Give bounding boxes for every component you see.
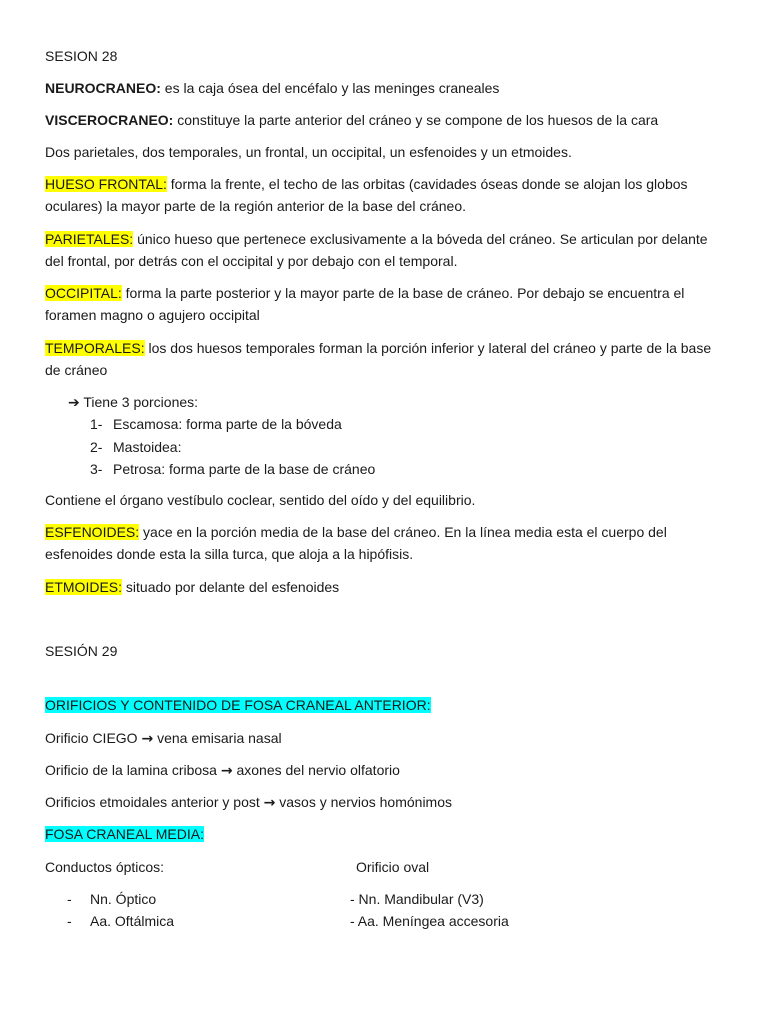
etmoides-paragraph — [45, 576, 730, 598]
right-arrow-icon: → — [220, 763, 233, 779]
fosa-media-heading-text: FOSA CRANEAL MEDIA: — [45, 826, 204, 842]
occipital-paragraph — [45, 282, 730, 326]
frontal-paragraph — [45, 173, 730, 217]
list-item-number: 3- — [90, 461, 103, 477]
session-29-title: SESIÓN 29 — [45, 643, 118, 659]
porciones-bullet — [68, 391, 198, 414]
esfenoides-paragraph — [45, 521, 730, 565]
occipital-term: OCCIPITAL: — [45, 285, 122, 301]
right-arrow-icon: → — [141, 731, 154, 747]
parietales-text: único hueso que pertenece exclusivamente a la bóveda del cráneo. Se articulan por delante del frontal, por detrás con el occipital y por debajo con el temporal. — [45, 231, 708, 269]
etmoides-text: situado por delante del esfenoides — [122, 579, 340, 595]
esfenoides-text: yace en la porción media de la base del cráneo. En la línea media esta el cuerpo del esfenoides donde esta la silla turca, que aloja a la hipófisis. — [45, 524, 667, 562]
list-item: - Nn. Mandibular (V3) — [350, 891, 484, 907]
list-item-number: 2- — [90, 439, 103, 455]
neurocraneo-paragraph — [45, 77, 730, 99]
temporales-term: TEMPORALES: — [45, 340, 145, 356]
list-item-number: 1- — [90, 416, 103, 432]
session-28-title: SESION 28 — [45, 48, 118, 64]
frontal-term: HUESO FRONTAL: — [45, 176, 167, 192]
bones-list-paragraph: Dos parietales, dos temporales, un frontal, un occipital, un esfenoides y un etmoides. — [45, 144, 572, 160]
viscerocraneo-term: VISCEROCRANEO: — [45, 112, 174, 128]
list-item-text: Mastoidea: — [113, 439, 182, 455]
orificio-name: Orificio de la lamina cribosa — [45, 762, 221, 778]
orificio-row — [45, 759, 730, 782]
porciones-intro: Tiene 3 porciones: — [83, 394, 199, 410]
right-arrow-icon: ➔ — [68, 395, 80, 411]
occipital-text: forma la parte posterior y la mayor parte de la base de cráneo. Por debajo se encuentra el foramen magno o agujero occipital — [45, 285, 685, 323]
list-bullet: - — [67, 913, 72, 929]
viscerocraneo-text: constituye la parte anterior del cráneo y se compone de los huesos de la cara — [173, 112, 659, 128]
parietales-paragraph — [45, 228, 730, 272]
list-item: Aa. Oftálmica — [90, 913, 175, 929]
fosa-media-heading — [45, 823, 730, 845]
list-bullet: - — [67, 891, 72, 907]
fosa-anterior-heading-text: ORIFICIOS Y CONTENIDO DE FOSA CRANEAL ANTERIOR: — [45, 697, 431, 713]
fosa-anterior-heading — [45, 694, 730, 716]
orificio-name: Orificios etmoidales anterior y post — [45, 794, 264, 810]
coclear-paragraph: Contiene el órgano vestíbulo coclear, sentido del oído y del equilibrio. — [45, 492, 476, 508]
orificio-content: vasos y nervios homónimos — [275, 794, 453, 810]
temporales-text: los dos huesos temporales forman la porción inferior y lateral del cráneo y parte de la base de cráneo — [45, 340, 712, 378]
orificio-oval-title: Orificio oval — [356, 859, 430, 875]
right-arrow-icon: → — [263, 795, 276, 811]
orificio-name: Orificio CIEGO — [45, 730, 142, 746]
orificio-content: axones del nervio olfatorio — [232, 762, 400, 778]
neurocraneo-text: es la caja ósea del encéfalo y las meninges craneales — [160, 80, 500, 96]
esfenoides-term: ESFENOIDES: — [45, 524, 140, 540]
etmoides-term: ETMOIDES: — [45, 579, 123, 595]
list-item: - Aa. Meníngea accesoria — [350, 913, 509, 929]
orificio-content: vena emisaria nasal — [153, 730, 282, 746]
viscerocraneo-paragraph — [45, 109, 730, 131]
parietales-term: PARIETALES: — [45, 231, 134, 247]
list-item-text: Petrosa: forma parte de la base de cráneo — [113, 461, 376, 477]
list-item: Nn. Óptico — [90, 891, 157, 907]
frontal-text: forma la frente, el techo de las orbitas (cavidades óseas donde se alojan los globos oculares) la mayor parte de la región anterior de la base del cráneo. — [45, 176, 688, 214]
orificio-row — [45, 791, 730, 814]
orificio-row — [45, 727, 730, 750]
conductos-opticos-title: Conductos ópticos: — [45, 859, 165, 875]
neurocraneo-term: NEUROCRANEO: — [45, 80, 161, 96]
list-item-text: Escamosa: forma parte de la bóveda — [113, 416, 342, 432]
temporales-paragraph — [45, 337, 730, 381]
